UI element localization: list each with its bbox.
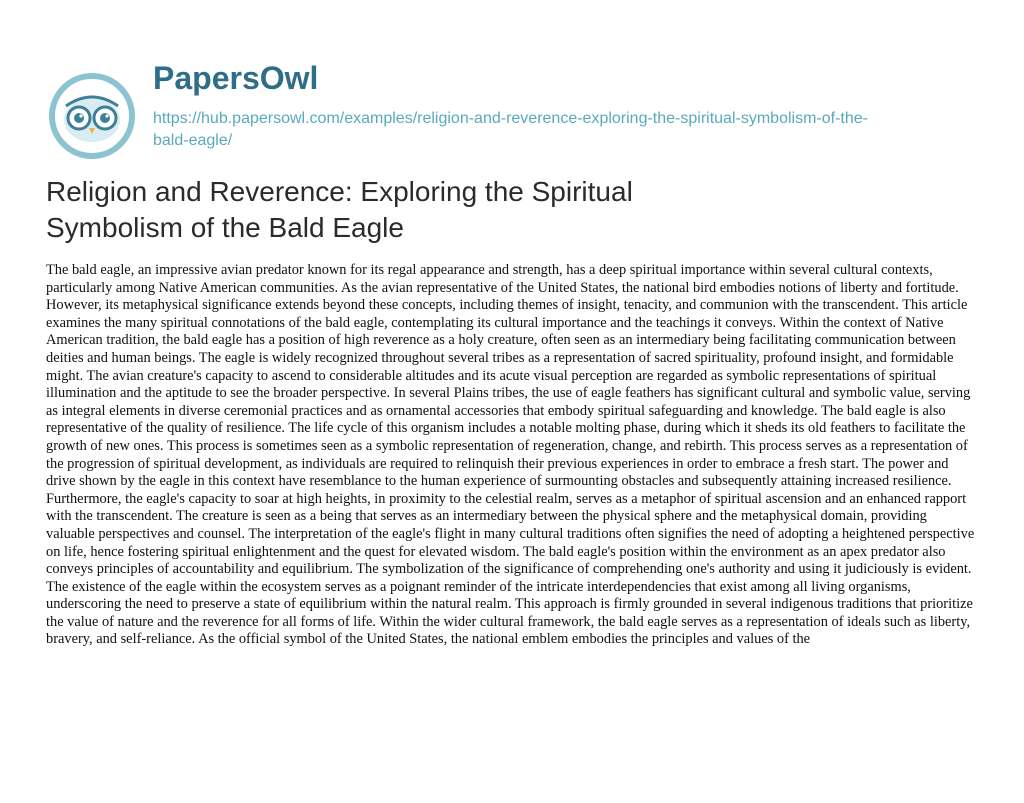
- header: [46, 38, 976, 158]
- owl-eyes-icon: [46, 64, 146, 164]
- article-title: Religion and Reverence: Exploring the Spiritual Symbolism of the Bald Eagle: [46, 176, 633, 243]
- article-body: The bald eagle, an impressive avian predator known for its regal appearance and strength, has a deep spiritual importance within several cultural contexts, particularly among Native American communities. As the avian representative of the United States, the national bird embodies notions of liberty and fortitude. However, its metaphysical significance extends beyond these concepts, including themes of insight, tenacity, and communion with the transcendent. This article examines the many spiritual connotations of the bald eagle, contemplating its cultural importance and the teachings it conveys. Within the context of Native American tradition, the bald eagle has a position of high reverence as a holy creature, often seen as an intermediary being facilitating communication between deities and human beings. The eagle is widely recognized throughout several tribes as a representation of sacred spirituality, profound insight, and formidable might. The avian creature's capacity to ascend to considerable altitudes and its acute visual perception are regarded as symbolic representations of spiritual illumination and the aptitude to see the broader perspective. In several Plains tribes, the use of eagle feathers has significant cultural and symbolic value, serving as integral elements in diverse ceremonial practices and as ornamental accessories that embody spiritual safeguarding and knowledge. The bald eagle is also representative of the quality of resilience. The life cycle of this organism includes a notable molting phase, during which it sheds its old feathers to facilitate the growth of new ones. This process is sometimes seen as a symbolic representation of regeneration, change, and rebirth. This process serves as a representation of the progression of spiritual development, as individuals are required to relinquish their previous experiences in order to embrace a fresh start. The power and drive shown by the eagle in this context have resemblance to the human experience of surmounting obstacles and subsequently attaining increased resilience. Furthermore, the eagle's capacity to soar at high heights, in proximity to the celestial realm, serves as a metaphor of spiritual ascension and an enhanced rapport with the transcendent. The creature is seen as a being that serves as an intermediary between the physical sphere and the metaphysical domain, providing valuable perspectives and counsel. The interpretation of the eagle's flight in many cultural traditions often signifies the need of adopting a heightened perspective on life, hence fostering spiritual enlightenment and the quest for elevated wisdom. The bald eagle's position within the environment as an apex predator also conveys principles of accountability and equilibrium. The symbolization of the significance of comprehending one's authority and using it judiciously is evident. The existence of the eagle within the ecosystem serves as a poignant reminder of the intricate interdependencies that exist among all living organisms, underscoring the need to preserve a state of equilibrium within the natural realm. This approach is firmly grounded in several indigenous traditions that prioritize the value of nature and the reverence for all forms of life. Within the wider cultural framework, the bald eagle serves as a representation of ideals such as liberty, bravery, and self-reliance. As the official symbol of the United States, the national emblem embodies the principles and values of the: [46, 262, 975, 648]
- brand-name[interactable]: PapersOwl: [153, 60, 319, 96]
- source-url[interactable]: https://hub.papersowl.com/examples/religion-and-reverence-exploring-the-spiritual-symbolism-of-the-bald-eagle/: [153, 110, 868, 149]
